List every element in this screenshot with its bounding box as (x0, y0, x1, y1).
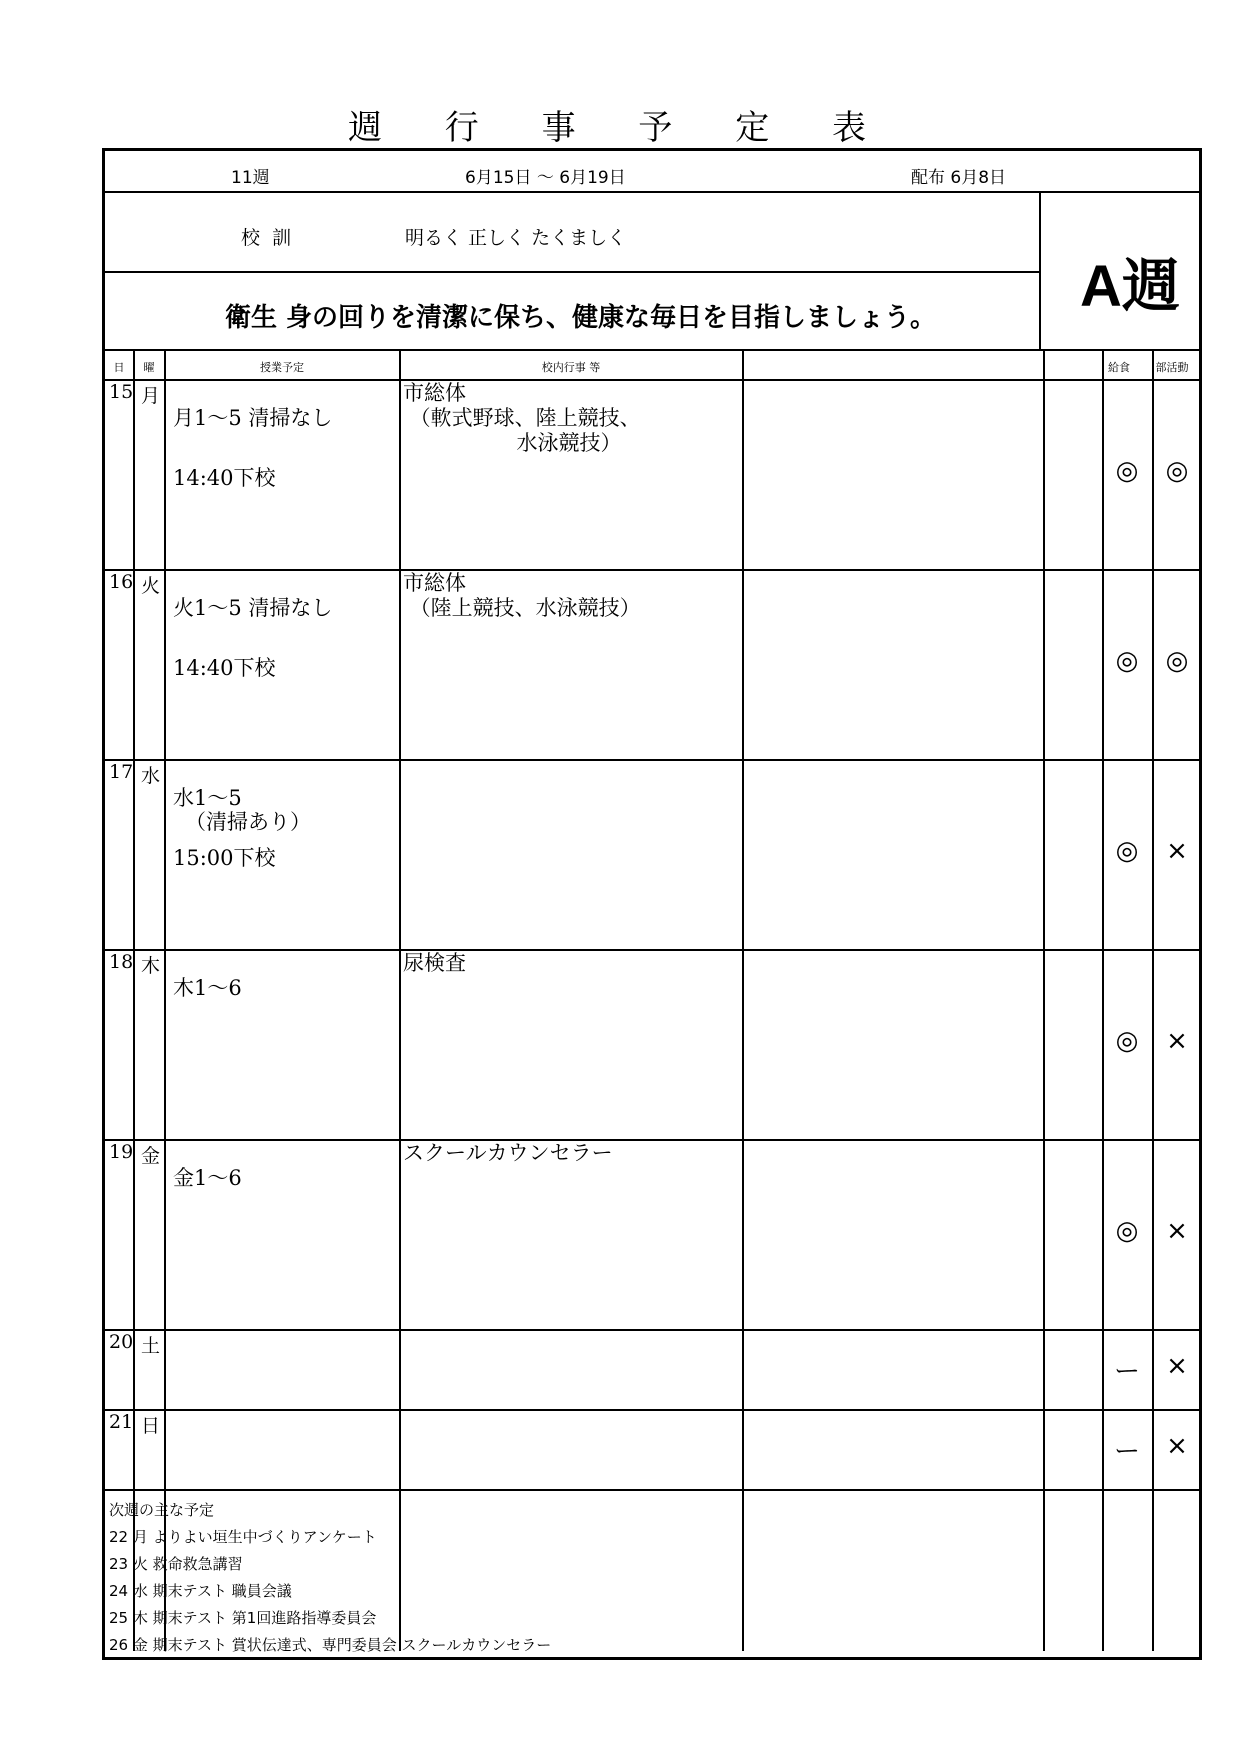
event-text: 尿検査 (403, 951, 466, 975)
grid-line (1043, 349, 1045, 1651)
week-type-badge: A週 (1080, 254, 1180, 319)
club-mark: ◎ (1165, 646, 1189, 676)
class-plan-line: 木1〜6 (173, 976, 242, 1000)
day-number: 20 (109, 1331, 134, 1353)
class-plan-dismissal: 15:00下校 (173, 846, 276, 870)
row-divider (105, 1329, 1199, 1331)
event-text: スクールカウンセラー (403, 1141, 613, 1165)
club-mark: × (1166, 1026, 1188, 1056)
lunch-mark: ◎ (1115, 1026, 1139, 1056)
class-plan-dismissal: 14:40下校 (173, 656, 276, 680)
next-week-item: 23 火 救命救急講習 (109, 1555, 243, 1573)
week-period: 6月15日 〜 6月19日 (465, 168, 626, 188)
club-mark: ◎ (1165, 456, 1189, 486)
row-divider (105, 1489, 1199, 1491)
row-divider (105, 1409, 1199, 1411)
day-of-week: 火 (141, 575, 161, 597)
grid-line (399, 349, 401, 1651)
row-divider (105, 1139, 1199, 1141)
class-plan-line: 水1〜5 (173, 786, 242, 810)
day-of-week: 金 (141, 1145, 161, 1167)
col-header-divider (105, 379, 1199, 381)
next-week-item: 26 金 期末テスト 賞状伝達式、専門委員会 スクールカウンセラー (109, 1636, 552, 1654)
club-mark: × (1166, 1351, 1188, 1381)
day-number: 19 (109, 1141, 134, 1163)
lunch-mark: ◎ (1115, 836, 1139, 866)
page-title: 週 行 事 予 定 表 (347, 108, 893, 148)
club-mark: × (1166, 1431, 1188, 1461)
col-header-day: 日 (113, 361, 125, 374)
table-top-border (105, 349, 1199, 351)
week-type-divider (1039, 191, 1041, 349)
class-plan-line: 火1〜5 清掃なし (173, 596, 333, 620)
lunch-mark: ー (1113, 1357, 1140, 1387)
col-header-dow: 曜 (143, 361, 155, 374)
day-of-week: 水 (141, 765, 161, 787)
col-header-classes: 授業予定 (260, 361, 304, 374)
class-plan-line: 月1〜5 清掃なし (173, 406, 333, 430)
day-number: 16 (109, 571, 134, 593)
day-of-week: 日 (141, 1415, 161, 1437)
col-header-club: 部活動 (1155, 361, 1189, 374)
header-divider (105, 191, 1199, 193)
event-text: 市総体 （軟式野球、陸上競技、 水泳競技） (403, 381, 641, 455)
motto-text: 明るく 正しく たくましく (405, 227, 627, 249)
row-divider (105, 949, 1199, 951)
week-number: 11週 (231, 168, 270, 188)
row-divider (105, 759, 1199, 761)
day-of-week: 土 (141, 1335, 161, 1357)
day-number: 15 (109, 381, 134, 403)
next-week-heading: 次週の主な予定 (109, 1501, 215, 1519)
distribution-date: 配布 6月8日 (911, 168, 1007, 188)
lunch-mark: ◎ (1115, 646, 1139, 676)
event-text: 市総体 （陸上競技、水泳競技） (403, 571, 641, 620)
grid-line (164, 349, 166, 1651)
weekly-schedule-sheet (102, 148, 1202, 1660)
lunch-mark: ◎ (1115, 1216, 1139, 1246)
club-mark: × (1166, 1216, 1188, 1246)
col-header-events: 校内行事 等 (541, 361, 601, 374)
lunch-mark: ー (1113, 1437, 1140, 1467)
next-week-item: 22 月 よりよい垣生中づくりアンケート (109, 1528, 377, 1546)
day-of-week: 月 (141, 385, 161, 407)
day-number: 21 (109, 1411, 134, 1433)
next-week-item: 24 水 期末テスト 職員会議 (109, 1582, 292, 1600)
grid-line (742, 349, 744, 1651)
day-number: 18 (109, 951, 134, 973)
motto-divider (105, 271, 1041, 273)
class-plan-note: （清掃あり） (185, 810, 311, 834)
next-week-item: 25 木 期末テスト 第1回進路指導委員会 (109, 1609, 377, 1627)
day-of-week: 木 (141, 955, 161, 977)
grid-line (133, 349, 135, 1651)
class-plan-line: 金1〜6 (173, 1166, 242, 1190)
motto-label: 校 訓 (241, 227, 292, 249)
class-plan-dismissal: 14:40下校 (173, 466, 276, 490)
lunch-mark: ◎ (1115, 456, 1139, 486)
day-number: 17 (109, 761, 134, 783)
row-divider (105, 569, 1199, 571)
hygiene-goal: 衛生 身の回りを清潔に保ち、健康な毎日を目指しましょう。 (225, 303, 937, 333)
col-header-lunch: 給食 (1108, 361, 1130, 374)
club-mark: × (1166, 836, 1188, 866)
